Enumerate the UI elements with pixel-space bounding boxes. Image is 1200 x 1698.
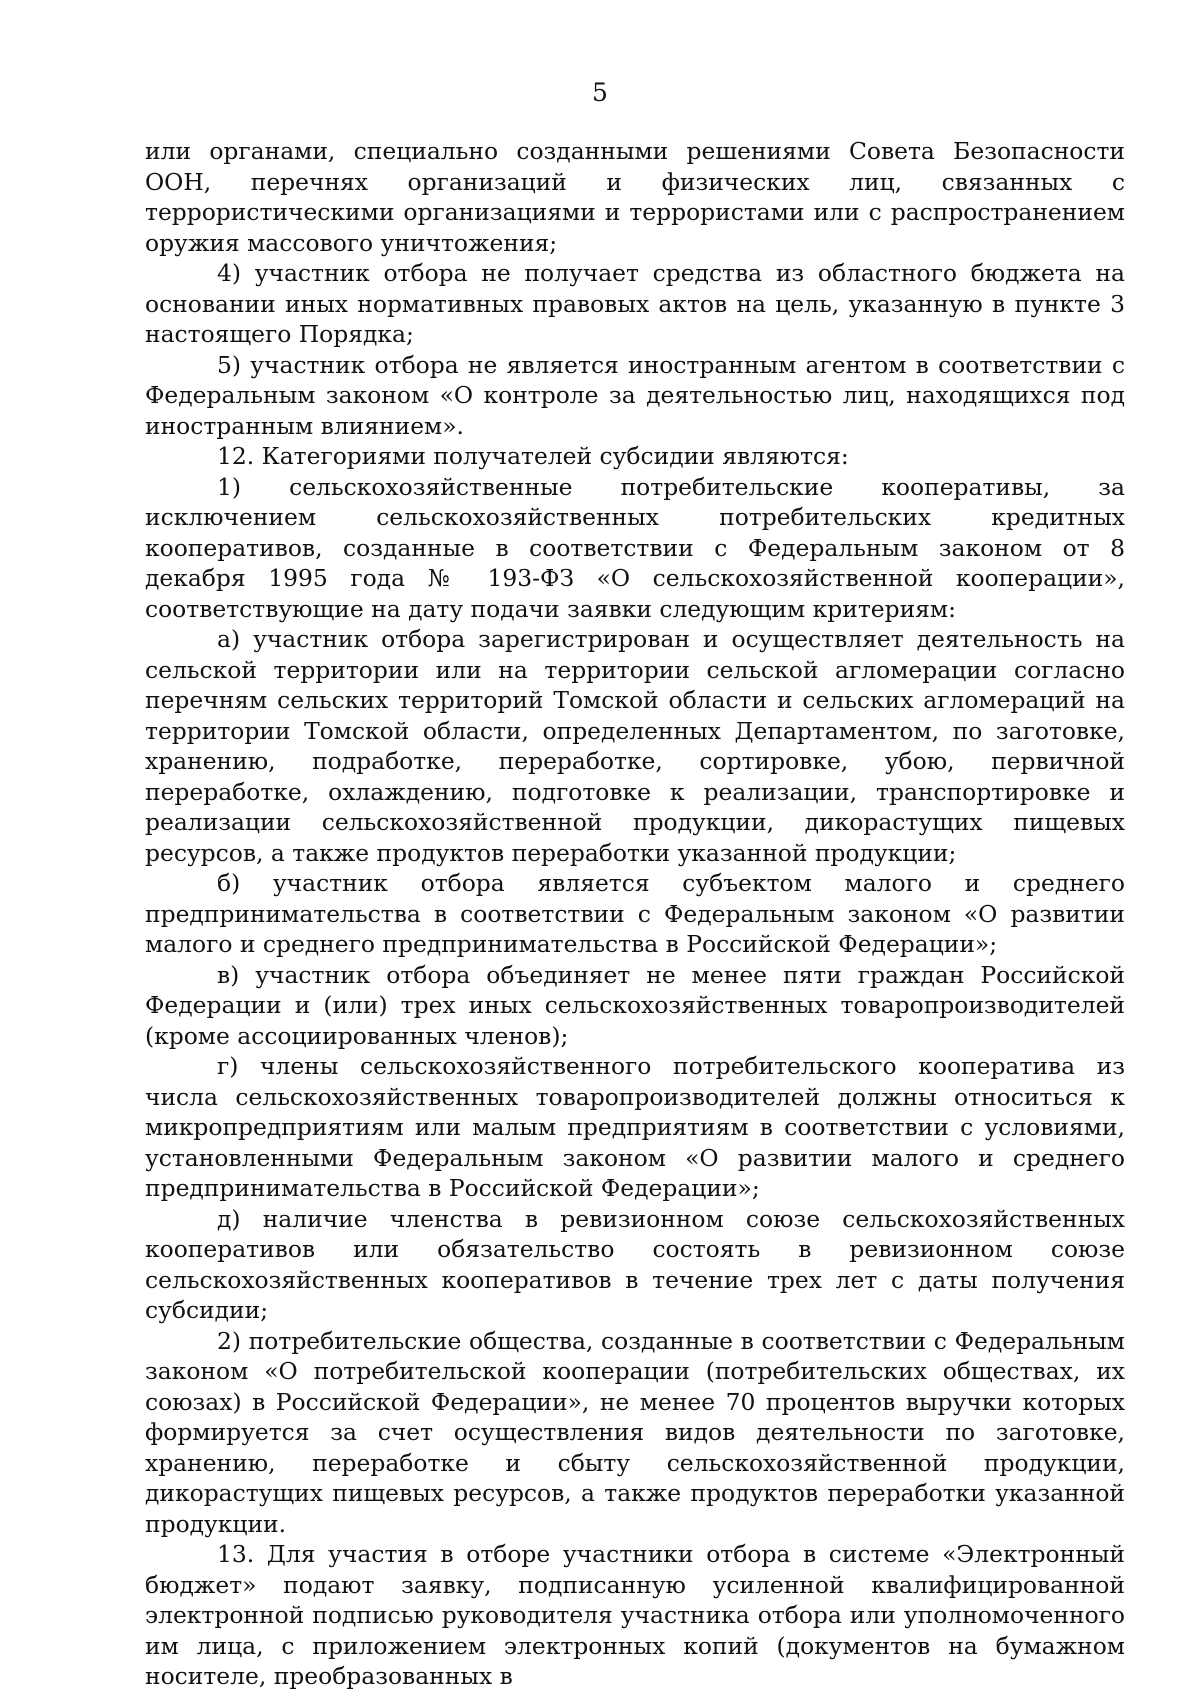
- page-number: 5: [592, 78, 608, 107]
- paragraph-category-1: 1) сельскохозяйственные потребительские кооперативы, за исключением сельскохозяйственных потребительских кредитных кооперативов, созданные в соответствии с Федеральным законом от 8 декабря 1995 года № 193-ФЗ «О сельскохозяйственной кооперации», соответствующие на дату подачи заявки следующим критериям:: [145, 472, 1125, 623]
- paragraph-section-13: 13. Для участия в отборе участники отбора в системе «Электронный бюджет» подают заявку, подписанную усиленной квалифицированной электронной подписью руководителя участника отбора или уполномоченного им лица, с приложением электронных копий (документов на бумажном носителе, преобразованных в: [145, 1540, 1125, 1690]
- paragraph-criterion-d: д) наличие членства в ревизионном союзе сельскохозяйственных кооперативов или обязательство состоять в ревизионном союзе сельскохозяйственных кооперативов в течение трех лет с даты получения субсидии;: [145, 1204, 1125, 1324]
- paragraph-criterion-b: б) участник отбора является субъектом малого и среднего предпринимательства в соответствии с Федеральным законом «О развитии малого и среднего предпринимательства в Российской Федерации»;: [145, 869, 1125, 958]
- paragraph-item-5: 5) участник отбора не является иностранным агентом в соответствии с Федеральным законом «О контроле за деятельностью лиц, находящихся под иностранным влиянием».: [145, 350, 1125, 440]
- paragraph-criterion-v: в) участник отбора объединяет не менее пяти граждан Российской Федерации и (или) трех иных сельскохозяйственных товаропроизводителей (кроме ассоциированных членов);: [145, 960, 1125, 1050]
- paragraph-criterion-a: а) участник отбора зарегистрирован и осуществляет деятельность на сельской территории или на территории сельской агломерации согласно перечням сельских территорий Томской области и сельских агломераций на территории Томской области, определенных Департаментом, по заготовке, хранению, подработке, переработке, сортировке, убою, первичной переработке, охлаждению, подготовке к реализации, транспортировке и реализации сельскохозяйственной продукции, дикорастущих пищевых ресурсов, а также продуктов переработки указанной продукции;: [145, 625, 1125, 867]
- paragraph-section-12: 12. Категориями получателей субсидии являются:: [217, 442, 849, 470]
- paragraph-category-2: 2) потребительские общества, созданные в соответствии с Федеральным законом «О потребительской кооперации (потребительских обществах, их союзах) в Российской Федерации», не менее 70 процентов выручки которых формируется за счет осуществления видов деятельности по заготовке, хранению, переработке и сбыту сельскохозяйственной продукции, дикорастущих пищевых ресурсов, а также продуктов переработки указанной продукции.: [145, 1326, 1125, 1538]
- document-body: [145, 136, 1125, 1692]
- paragraph-criterion-g: г) члены сельскохозяйственного потребительского кооператива из числа сельскохозяйственных товаропроизводителей должны относиться к микропредприятиям или малым предприятиям в соответствии с условиями, установленными Федеральным законом «О развитии малого и среднего предпринимательства в Российской Федерации»;: [145, 1052, 1125, 1202]
- paragraph-item-4: 4) участник отбора не получает средства из областного бюджета на основании иных нормативных правовых актов на цель, указанную в пункте 3 настоящего Порядка;: [145, 259, 1125, 348]
- paragraph-continuation: или органами, специально созданными решениями Совета Безопасности ООН, перечнях организаций и физических лиц, связанных с террористическими организациями и террористами или с распространением оружия массового уничтожения;: [145, 137, 1125, 257]
